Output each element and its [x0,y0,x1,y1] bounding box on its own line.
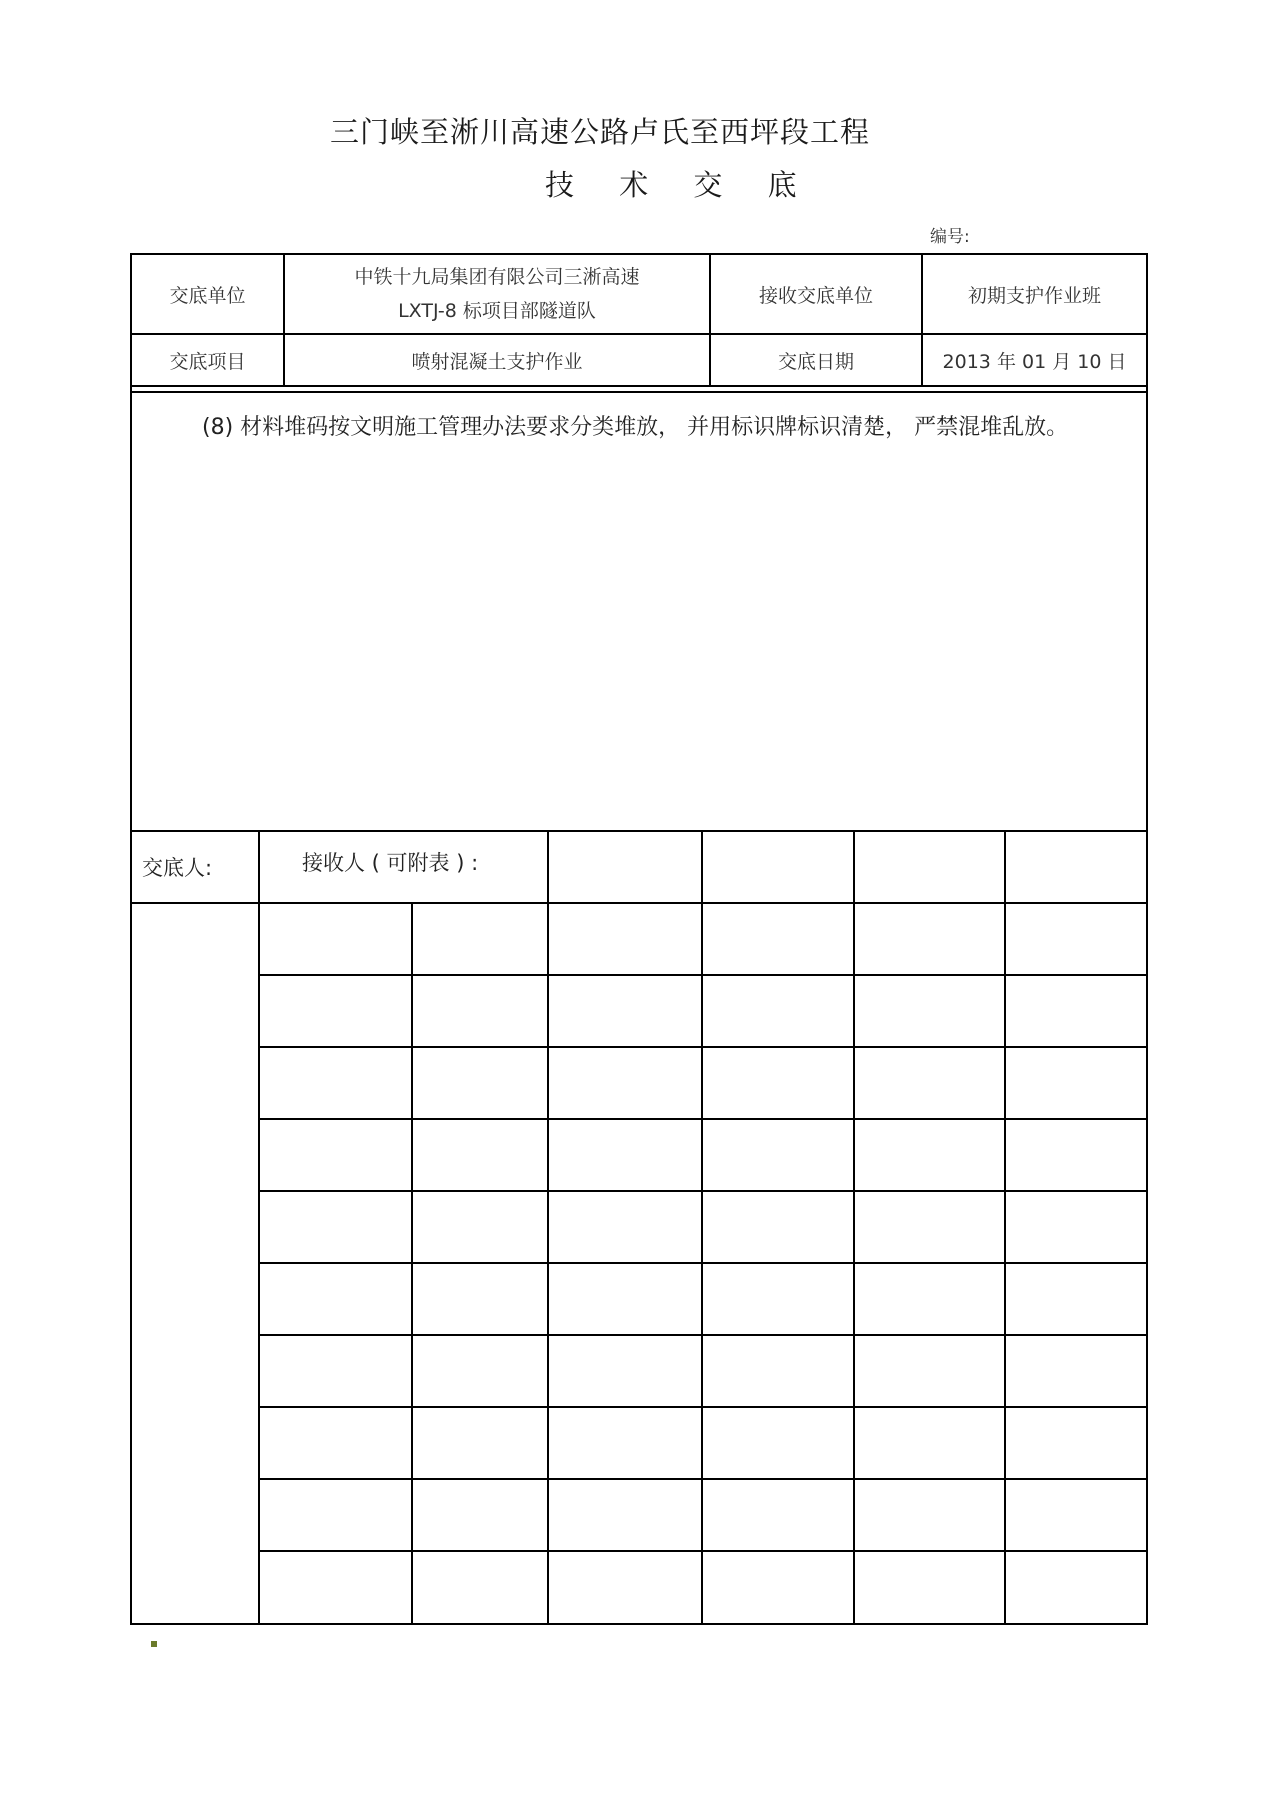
table-border [258,1550,1148,1552]
date-value: 2013 年 01 月 10 日 [942,350,1127,373]
table-border [130,830,1148,832]
document-title: 三门峡至淅川高速公路卢氏至西坪段工程 [330,115,871,149]
table-border [258,1406,1148,1408]
content-paragraph: (8) 材料堆码按文明施工管理办法要求分类堆放， 并用标识牌标识清楚， 严禁混堆乱放。 [202,415,1069,440]
receiver-label: 接收人 ( 可附表 ) : [302,851,479,875]
table-border [1146,253,1148,1625]
doc-number-label: 编号: [930,227,970,247]
table-border [130,391,1148,393]
table-border [258,1262,1148,1264]
table-border [258,1334,1148,1336]
issuing-unit-line1: 中铁十九局集团有限公司三淅高速 [354,266,640,288]
table-border [701,830,703,1625]
table-border [1004,830,1006,1625]
table-border [130,253,132,1625]
page-marker [151,1641,157,1647]
item-label: 交底项目 [169,350,246,373]
table-border [130,1623,1148,1625]
table-border [258,1118,1148,1120]
table-border [853,830,855,1625]
receiving-unit-label: 接收交底单位 [758,284,873,307]
table-border [258,974,1148,976]
issuing-unit-value [285,255,709,333]
issuing-unit-line2: LXTJ-8 标项目部隧道队 [398,300,596,322]
table-border [547,830,549,1625]
table-border [258,1046,1148,1048]
table-border [258,830,260,1625]
date-label: 交底日期 [777,350,854,373]
table-border [258,1478,1148,1480]
document-subtitle: 技 术 交 底 [545,168,815,202]
item-value: 喷射混凝土支护作业 [411,350,583,373]
issuer-label: 交底人: [142,856,213,880]
table-border [258,1190,1148,1192]
table-border [130,902,1148,904]
receiving-unit-value: 初期支护作业班 [967,284,1101,307]
issuing-unit-label: 交底单位 [169,284,246,307]
table-border [411,902,413,1625]
